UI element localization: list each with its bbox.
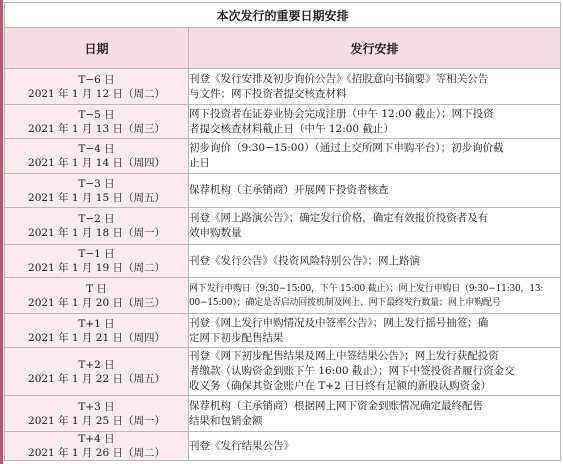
- table-row: [5, 105, 561, 139]
- issuance-schedule-table: [4, 2, 561, 461]
- date-cell: [5, 348, 189, 396]
- table-row: [5, 396, 561, 432]
- trading-day-label: T+2 日: [78, 358, 115, 371]
- trading-day-label: T+3 日: [78, 400, 115, 413]
- arrangement-cell: [189, 245, 561, 278]
- arrangement-text: 效申购数量: [189, 227, 242, 239]
- trading-day-label: T−4 日: [78, 143, 115, 155]
- calendar-date: 2021 年 1 月 26 日（周二）: [28, 447, 165, 459]
- calendar-date: 2021 年 1 月 25 日（周一）: [28, 414, 165, 427]
- trading-day-label: T−2 日: [78, 213, 115, 225]
- table-row: [5, 208, 561, 245]
- trading-day-label: T−6 日: [78, 73, 115, 86]
- trading-day-label: T−5 日: [78, 108, 115, 121]
- date-cell: [5, 174, 189, 208]
- date-cell: [5, 105, 189, 139]
- trading-day-label: T−3 日: [78, 177, 115, 190]
- arrangement-cell: [189, 432, 561, 461]
- arrangement-text: 与文件；网下投资者提交核查材料: [189, 87, 347, 100]
- arrangement-cell: [189, 139, 561, 174]
- table-row: [5, 139, 561, 174]
- table-body: [5, 69, 561, 461]
- calendar-date: 2021 年 1 月 13 日（周三）: [28, 122, 165, 135]
- date-cell: [5, 278, 189, 314]
- table-title: 本次发行的重要日期安排: [5, 3, 561, 28]
- date-cell: [5, 139, 189, 174]
- trading-day-label: T 日: [86, 282, 107, 295]
- arrangement-text: 网下发行申购日（9:30−15:00，下午 15:00 截止）；网上发行申购日（9:30−11:30，13:: [189, 283, 544, 294]
- date-cell: [5, 69, 189, 105]
- table-header-row: [5, 28, 561, 69]
- arrangement-text: 者提交核查材料截止日（中午 12:00 截止）: [189, 122, 394, 135]
- date-cell: [5, 208, 189, 245]
- calendar-date: 2021 年 1 月 21 日（周四）: [28, 331, 165, 344]
- date-cell: [5, 432, 189, 461]
- arrangement-cell: [189, 208, 561, 245]
- arrangement-text: 刊登《网上发行申购情况及中签率公告》；网上发行摇号抽签；确: [189, 316, 489, 329]
- arrangement-text: 00−15:00）；确定是否启动回拨机制及网上、网下最终发行数量；网上申购配号: [189, 297, 501, 308]
- calendar-date: 2021 年 1 月 12 日（周二）: [28, 87, 165, 100]
- arrangement-text: 结果和包销金额: [189, 414, 263, 427]
- table-row: [5, 348, 561, 396]
- arrangement-text: 者缴款（认购资金到账下午 16:00 截止）；网下中签投资者履行资金交: [189, 365, 515, 377]
- trading-day-label: T−1 日: [78, 248, 115, 260]
- arrangement-cell: [189, 348, 561, 396]
- arrangement-text: 止日: [189, 157, 210, 169]
- arrangement-text: 刊登《网上路演公告》；确定发行价格，确定有效报价投资者及有: [189, 212, 489, 224]
- arrangement-cell: [189, 105, 561, 139]
- calendar-date: 2021 年 1 月 22 日（周五）: [28, 372, 165, 385]
- arrangement-text: 刊登《发行结果公告》: [189, 439, 294, 452]
- table-row: [5, 278, 561, 314]
- table-row: [5, 69, 561, 105]
- table-row: [5, 245, 561, 278]
- arrangement-text: 保荐机构（主承销商）根据网上网下资金到账情况确定最终配售: [189, 399, 483, 412]
- date-cell: [5, 396, 189, 432]
- calendar-date: 2021 年 1 月 15 日（周五）: [28, 191, 165, 204]
- arrangement-text: 保荐机构（主承销商）开展网下投资者核查: [189, 184, 389, 196]
- arrangement-text: 定网下初步配售结果: [189, 331, 284, 344]
- arrangement-cell: [189, 174, 561, 208]
- arrangement-text: 收义务（确保其资金账户在 T+2 日日终有足额的新股认购资金）: [189, 380, 492, 392]
- arrangement-cell: [189, 396, 561, 432]
- arrangement-text: 网下投资者在证券业协会完成注册（中午 12:00 截止）；网下投资: [189, 107, 494, 120]
- arrangement-text: 刊登《发行安排及初步询价公告》《招股意向书摘要》等相关公告: [189, 72, 489, 85]
- arrangement-text: 刊登《发行公告》《投资风险特别公告》；网上路演: [189, 254, 420, 267]
- calendar-date: 2021 年 1 月 14 日（周四）: [28, 157, 165, 169]
- left-accent-bar: [0, 0, 3, 464]
- date-cell: [5, 314, 189, 348]
- calendar-date: 2021 年 1 月 19 日（周二）: [28, 262, 165, 274]
- table-title-row: [5, 3, 561, 28]
- column-header-arrangement: 发行安排: [189, 28, 561, 69]
- trading-day-label: T+1 日: [78, 317, 115, 330]
- arrangement-cell: [189, 314, 561, 348]
- table-row: [5, 174, 561, 208]
- arrangement-cell: [189, 69, 561, 105]
- table-row: [5, 314, 561, 348]
- trading-day-label: T+4 日: [78, 433, 115, 445]
- calendar-date: 2021 年 1 月 18 日（周一）: [28, 227, 165, 239]
- table-row: [5, 432, 561, 461]
- arrangement-text: 刊登《网下初步配售结果及网上中签结果公告》；网上发行获配投资: [189, 350, 499, 362]
- calendar-date: 2021 年 1 月 20 日（周三）: [28, 296, 165, 309]
- date-cell: [5, 245, 189, 278]
- arrangement-cell: [189, 278, 561, 314]
- column-header-date: 日期: [5, 28, 189, 69]
- arrangement-text: 初步询价（9:30−15:00）（通过上交所网下申购平台）；初步询价截: [189, 142, 504, 154]
